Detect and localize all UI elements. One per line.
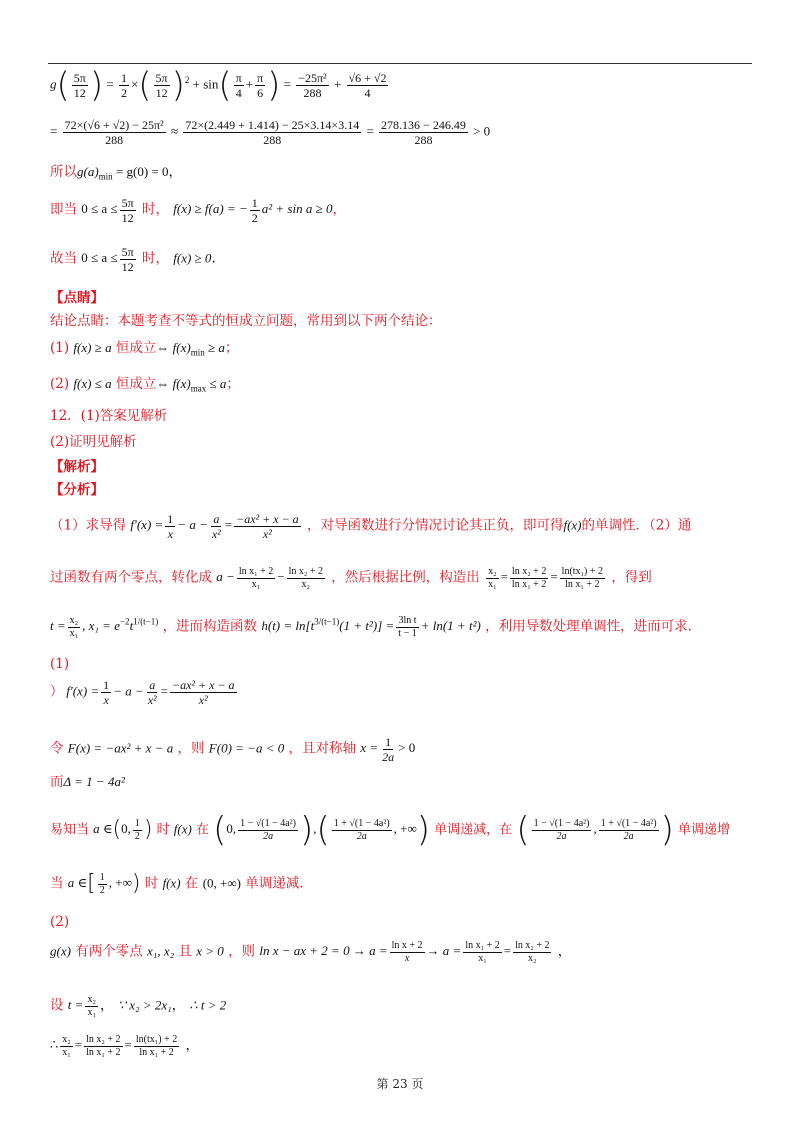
conclusion-final: 故当 0 ≤ a ≤ $\frac{5\pi}{12}$ 时， f(x) ≥ 0. [50,245,216,274]
conclusion-interval: 即当 0 ≤ a ≤ $\frac{5\pi}{12}$ 时， f(x) ≥ f(a) = − $\frac{1}{2}$ a² + sin a ≥ 0， [50,196,346,225]
section-jiexi: 【解析】 [50,459,104,475]
header-rule [48,63,752,64]
derivative-equation: ） f′(x) = $\frac{1}{x}$ − a − $\frac{a}{\text{x²}}$ = $\frac{\text{−ax² + x − a}}{\text{x²}}$ [50,678,235,707]
question-12-answer-2: (2)证明见解析 [50,434,137,450]
discriminant: 而Δ = 1 − 4a² [50,774,125,790]
analysis-line-2: 过函数有两个零点，转化成 a − $\frac{\text{ln x₁ + 2}}{\text{x₁}}$ − $\frac{\text{ln x₂ + 2}}{\text{x₂}}$ ，然后根据比例，构造出 $\frac{\text{x₂}}{\text{x₁}}$ = $\frac{\text{ln x₂ + 2}}{\text{ln x₁ + 2}}$ = $\frac{\text{ln(tx₁) + 2}}{\text{ln x₁ + 2}}$ ，得到 [50,566,652,590]
page-number: 第 23 页 [376,1077,424,1091]
monotonic-case-1: 易知当 a ∈(0, $\frac{1}{2}$ ) 时 f(x) 在 (0, $\frac{\text{1 − √(1 − 4a²)}}{2a}$ ),( $\frac{\text{1 + √(1 − 4a²)}}{2a}$ , +∞) 单调递减，在 ( $\frac{\text{1 − √(1 − 4a²)}}{2a}$ , $\frac{\text{1 + √(1 − 4a²)}}{2a}$ ) 单调递增 [50,810,731,851]
define-t: 设 t = $\frac{\text{x₂}}{\text{x₁}}$ ， ∵ x₂ > 2x₁， ∴ t > 2 [50,994,227,1018]
question-12-answer-1: 12．(1)答案见解析 [50,408,168,424]
section-fenxi: 【分析】 [50,482,104,498]
equation-g-5pi-12: g( $\frac{5\pi}{12}$ ) = $\frac{1}{2}$ ×( $\frac{5\pi}{12}$ )$^2$ + sin( $\frac{\pi}{4}$ + $\frac{\pi}{6}$ ) = $\frac{\text{−25π²}}{288}$ + $\frac{√6 + √2}{4}$ [50,65,387,106]
analysis-line-1: （1）求导得 f′(x) = $\frac{1}{x}$ − a − $\frac{a}{\text{x²}}$ = $\frac{\text{−ax² + x − a}}{\text{x²}}$ ，对导函数进行分情况讨论其正负，即可得f(x)的单调性．（2）通 [50,512,692,541]
part-1-label: (1) [50,656,70,672]
define-F: 令 F(x) = −ax² + x − a ，则 F(0) = −a < 0 ，且对称轴 x = $\frac{1}{2a}$ > 0 [50,735,416,764]
conclusion-item-1: (1) f(x) ≥ a 恒成立⇔ $f(x)_{min} \ge a$； [50,340,239,358]
equation-numeric-estimate: = $\frac{\text{72×(√6 + √2) − 25π²}}{288}$ ≈ $\frac{72\times(2.449 + 1.414) - 25\times 3.14\times 3.14}{288}$ = $\frac{278.136 - 246.49}{288}$ > 0 [50,118,491,147]
ratio-equation: ∴ $\frac{\text{x₂}}{\text{x₁}}$ = $\frac{\text{ln x₂ + 2}}{\text{ln x₁ + 2}}$ = $\frac{\text{ln(tx₁) + 2}}{\text{ln x₁ + 2}}$ ， [50,1034,200,1058]
section-dianjing: 【点睛】 [50,290,104,306]
zeros-condition: g(x) 有两个零点 x₁, x₂ 且 x > 0 ，则 ln x − ax + 2 = 0 → a = $\frac{\text{ln x + 2}}{x}$ → a = $\frac{\text{ln x₁ + 2}}{\text{x₁}}$ = $\frac{\text{ln x₂ + 2}}{\text{x₂}}$ ， [50,940,572,964]
analysis-line-3: t = $\frac{\text{x₂}}{\text{x₁}}$ , $x_1 = e^{-2}t^{1/(t-1)}$ ，进而构造函数 $h(t) = \ln[t^{3/(t-1)}(1 + t^2)]$ = $\frac{\text{3ln t}}{t - 1}$ + ln(1 + t²) ，利用导数处理单调性，进而可求. [50,614,692,639]
conclusion-summary: 结论点睛：本题考查不等式的恒成立问题，常用到以下两个结论： [50,313,442,329]
part-2-label: (2) [50,914,70,930]
monotonic-case-2: 当 a ∈[ $\frac{1}{2}$ , +∞) 时 f(x) 在 (0, +∞) 单调递减. [50,871,304,897]
conclusion-item-2: (2) f(x) ≤ a 恒成立⇔ $f(x)_{max} \le a$； [50,376,240,394]
conclusion-min: 所以$g(a)_{min} = g(0) = 0$， [50,164,183,182]
